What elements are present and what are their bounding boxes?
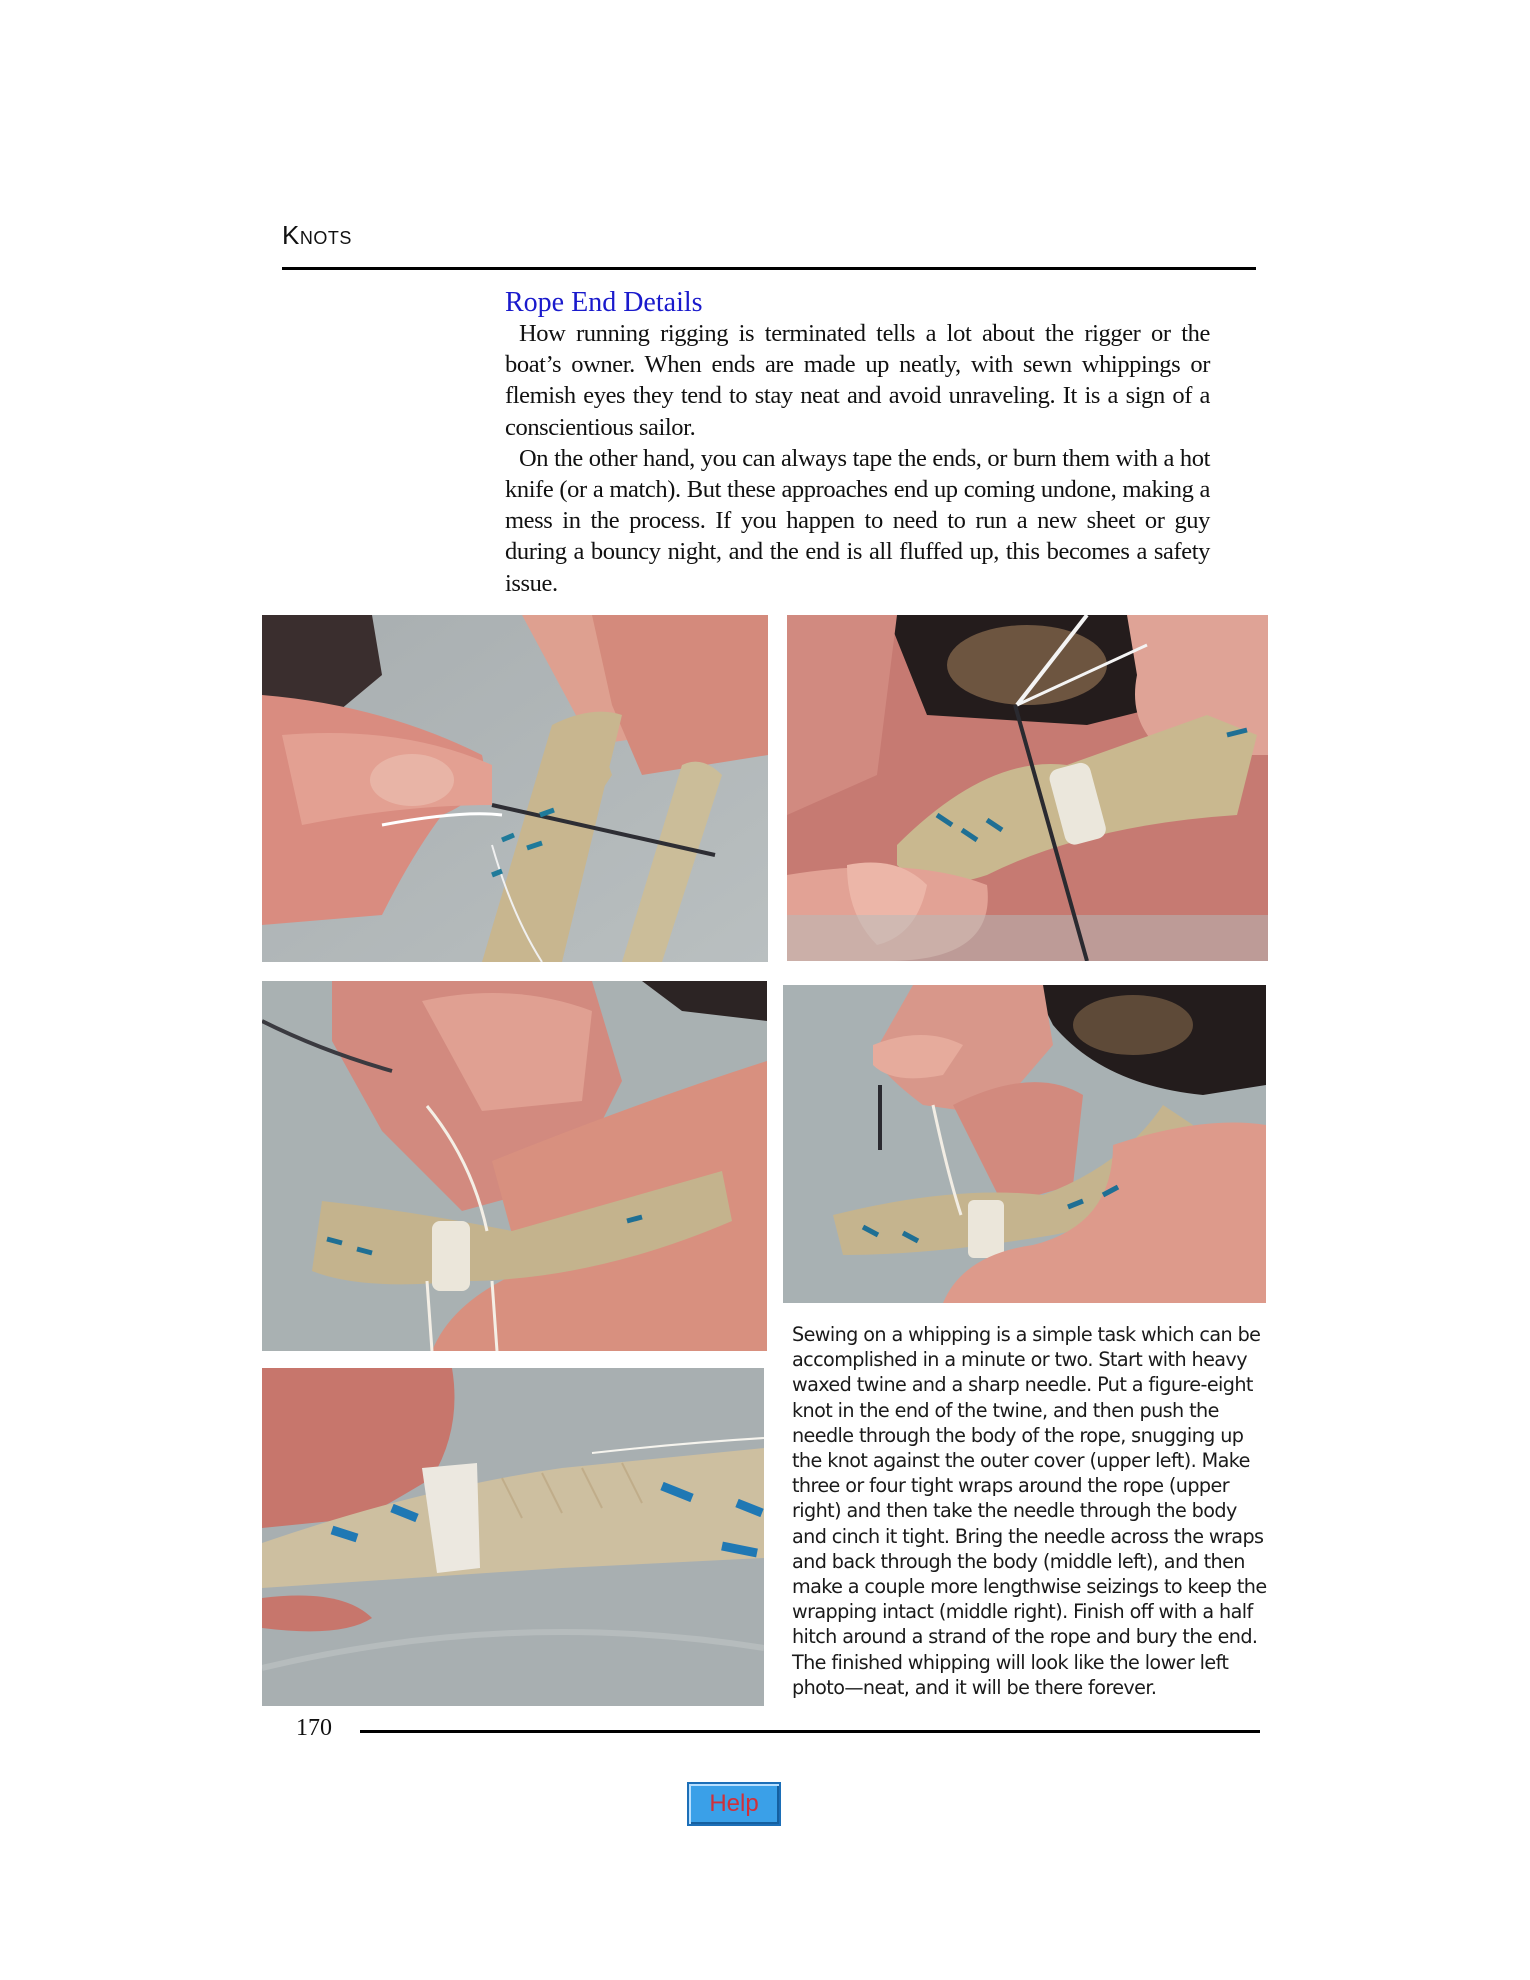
paragraph: On the other hand, you can always tape the ends, or burn them with a hot knife (or a match). But these approaches end up coming undone, making a mess in the process. If you happen to need to run a new sheet or guy during a bouncy night, and the end is all fluffed up, this becomes a safety issue. [505,444,1210,597]
photo-image [262,615,768,962]
photo-middle-left [262,981,767,1351]
section-title: Rope End Details [505,287,703,318]
header-rule [282,267,1256,270]
caption-text: Sewing on a whipping is a simple task which can be accomplished in a minute or two. Start with heavy waxed twine and a sharp needle. Put a figure-eight knot in the end of the twine, and then push the needle through the body of the rope, snugging up the knot against the outer cover (upper left). Make three or four tight wraps around the rope (upper right) and then take the needle through the body and cinch it tight. Bring the needle across the wraps and back through the body (middle left), and then make a couple more lengthwise seizings to keep the wrapping intact (middle right). Finish off with a half hitch around a strand of the rope and bury the end. The finished whipping will look like the lower left photo—neat, and it will be there forever. [792,1323,1267,1699]
photo-image [262,1368,764,1706]
page-number: 170 [296,1715,332,1741]
help-button[interactable]: Help [687,1782,781,1826]
body-text [505,318,1210,599]
photo-upper-right [787,615,1268,961]
paragraph: How running rigging is terminated tells a lot about the rigger or the boat’s owner. When ends are made up neatly, with sewn whippings or flemish eyes they tend to stay neat and avoid unraveling. It is a sign of a conscientious sailor. [505,320,1210,441]
photo-caption [792,1322,1267,1700]
running-head: Knots [282,220,352,250]
photo-lower-left [262,1368,764,1706]
photo-image [787,615,1268,961]
photo-middle-right [783,985,1266,1303]
photo-image [262,981,767,1351]
footer-rule [360,1730,1260,1733]
photo-upper-left [262,615,768,962]
photo-image [783,985,1266,1303]
